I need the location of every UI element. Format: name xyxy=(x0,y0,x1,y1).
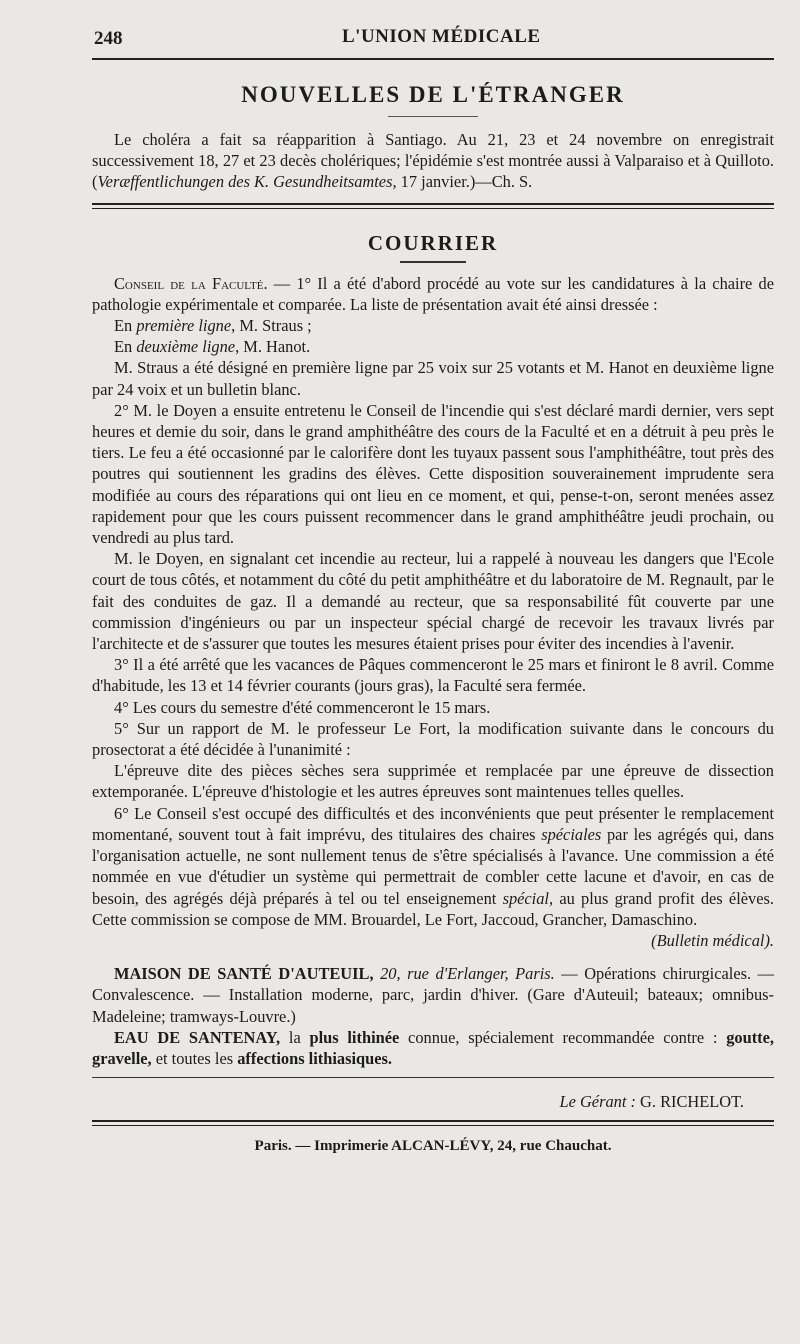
imprint-line: Paris. — Imprimerie ALCAN-LÉVY, 24, rue Chauchat. xyxy=(254,1138,612,1155)
signature: Le Gérant : G. RICHELOT. xyxy=(559,1092,744,1112)
list-line-first: En première ligne, M. Straus ; xyxy=(114,316,312,336)
footer-rule xyxy=(92,1120,774,1126)
signature-rule xyxy=(92,1077,774,1078)
section-divider xyxy=(92,203,774,209)
paragraph-straus: M. Straus a été désigné en première ligne par 25 voix sur 25 votants et M. Hanot en deuxième ligne par 24 voix et un bulletin blanc. xyxy=(92,358,774,399)
paragraph-epreuve: L'épreuve dite des pièces sèches sera supprimée et remplacée par une épreuve de dissection extemporanée. L'épreuve d'histologie et les autres épreuves sont maintenues telles quelles. xyxy=(92,761,774,802)
paragraph-commission: 6° Le Conseil s'est occupé des difficultés et des inconvénients que peut présenter le remplacement momentané, souvent tout à fait imprévu, des titulaires des chaires spéciales par les agrégés qui, dans l'organisation actuelle, ne sont nullement tenus de s'être spécialisés à l'avance. Une commission a été nommée en vue d'étudier un système qui permettrait de combler cette lacune et d'avoir, en cas de besoin, des agrégés déjà préparés à tel ou tel enseignement spécial, au plus grand profit des élèves. Cette commission se compose de MM. Brouardel, Le Fort, Jaccoud, Grancher, Damaschino. xyxy=(92,803,774,929)
paragraph-doyen: M. le Doyen, en signalant cet incendie au recteur, lui a rappelé à nouveau les dangers que l'Ecole court de tous côtés, et notamment du côté du petit amphithéâtre et du laboratoire de M. Regnault, par le fait des conduites de gaz. Il a demandé au recteur, que sa responsabilité fût couverte par une commission d'ingénieurs ou par un inspecteur spécial chargé de recevoir les travaux livrés par l'architecte et de s'assurer que toutes les mesures étaient prises pour éviter des incendies à l'avenir. xyxy=(92,549,774,654)
ad-eau-santenay: EAU DE SANTENAY, la plus lithinée connue, spécialement recommandée contre : goutte, gravelle, et toutes les affections lithiasiques. xyxy=(92,1027,774,1068)
heading-etranger: NOUVELLES DE L'ÉTRANGER xyxy=(241,82,625,107)
header-rule xyxy=(92,58,774,60)
lead-label: Conseil de la Faculté. xyxy=(114,273,268,293)
ad-maison-auteuil: MAISON DE SANTÉ D'AUTEUIL, 20, rue d'Erlanger, Paris. — Opérations chirurgicales. — Convalescence. — Installation moderne, parc, jardin d'hiver. (Gare d'Auteuil; bateaux; omnibus-Madeleine; tramways-Louvre.) xyxy=(92,964,774,1026)
heading-courrier: COURRIER xyxy=(367,230,499,255)
advertisements xyxy=(92,963,774,1069)
ad-maison-name: MAISON DE SANTÉ D'AUTEUIL, xyxy=(114,964,374,984)
section-courrier xyxy=(92,231,774,952)
running-header xyxy=(92,22,774,56)
page-number: 248 xyxy=(94,28,123,49)
list-line-second: En deuxième ligne, M. Hanot. xyxy=(114,337,311,357)
heading-underline xyxy=(400,261,466,263)
paragraph-prosectorat: 5° Sur un rapport de M. le professeur Le Fort, la modification suivante dans le concours du prosectorat a été décidée à l'unanimité : xyxy=(92,718,774,760)
paragraph-incendie: 2° M. le Doyen a ensuite entretenu le Conseil de l'incendie qui s'est déclaré mardi dernier, vers sept heures et demie du soir, dans le grand amphithéâtre des cours de la Faculté et en a détruit à peu près le tiers. Le feu a été occasionné par le calorifère dont les tuyaux passent sous l'amphithéâtre, tout près des poutres qui soutiennent les gradins des élèves. Cette disposition souverainement imprudente sera modifiée au cours des réparations qui ont lieu en ce moment, et qui, pense-t-on, seront menées assez rapidement pour que les cours puissent recommencer dans le grand amphithéâtre jeudi prochain, ou vendredi au plus tard. xyxy=(92,400,774,548)
citation-source: Veræffentlichungen des K. Gesundheitsamtes, xyxy=(97,172,397,192)
heading-underline xyxy=(388,116,478,117)
journal-title: L'UNION MÉDICALE xyxy=(342,26,541,47)
source-credit: (Bulletin médical). xyxy=(651,930,774,950)
paragraph-conseil: Conseil de la Faculté. — 1° Il a été d'abord procédé au vote sur les candidatures à la chaire de pathologie expérimentale et comparée. La liste de présentation avait été ainsi dressée : xyxy=(92,273,774,314)
section-etranger xyxy=(92,82,774,193)
paragraph-vacances: 3° Il a été arrêté que les vacances de Pâques commenceront le 25 mars et finiront le 8 avril. Comme d'habitude, les 13 et 14 février courants (jours gras), la Faculté sera fermée. xyxy=(92,655,774,696)
paragraph-cholera: Le choléra a fait sa réapparition à Santiago. Au 21, 23 et 24 novembre on enregistrait successivement 18, 27 et 23 decès cholériques; l'épidémie s'est montrée aussi à Valparaiso et à Quilloto. (Veræffentlichungen des K. Gesundheitsamtes, 17 janvier.)—Ch. S. xyxy=(92,130,774,192)
ad-eau-name: EAU DE SANTENAY, xyxy=(114,1027,281,1047)
paragraph-semestre: 4° Les cours du semestre d'été commenceront le 15 mars. xyxy=(114,697,491,717)
